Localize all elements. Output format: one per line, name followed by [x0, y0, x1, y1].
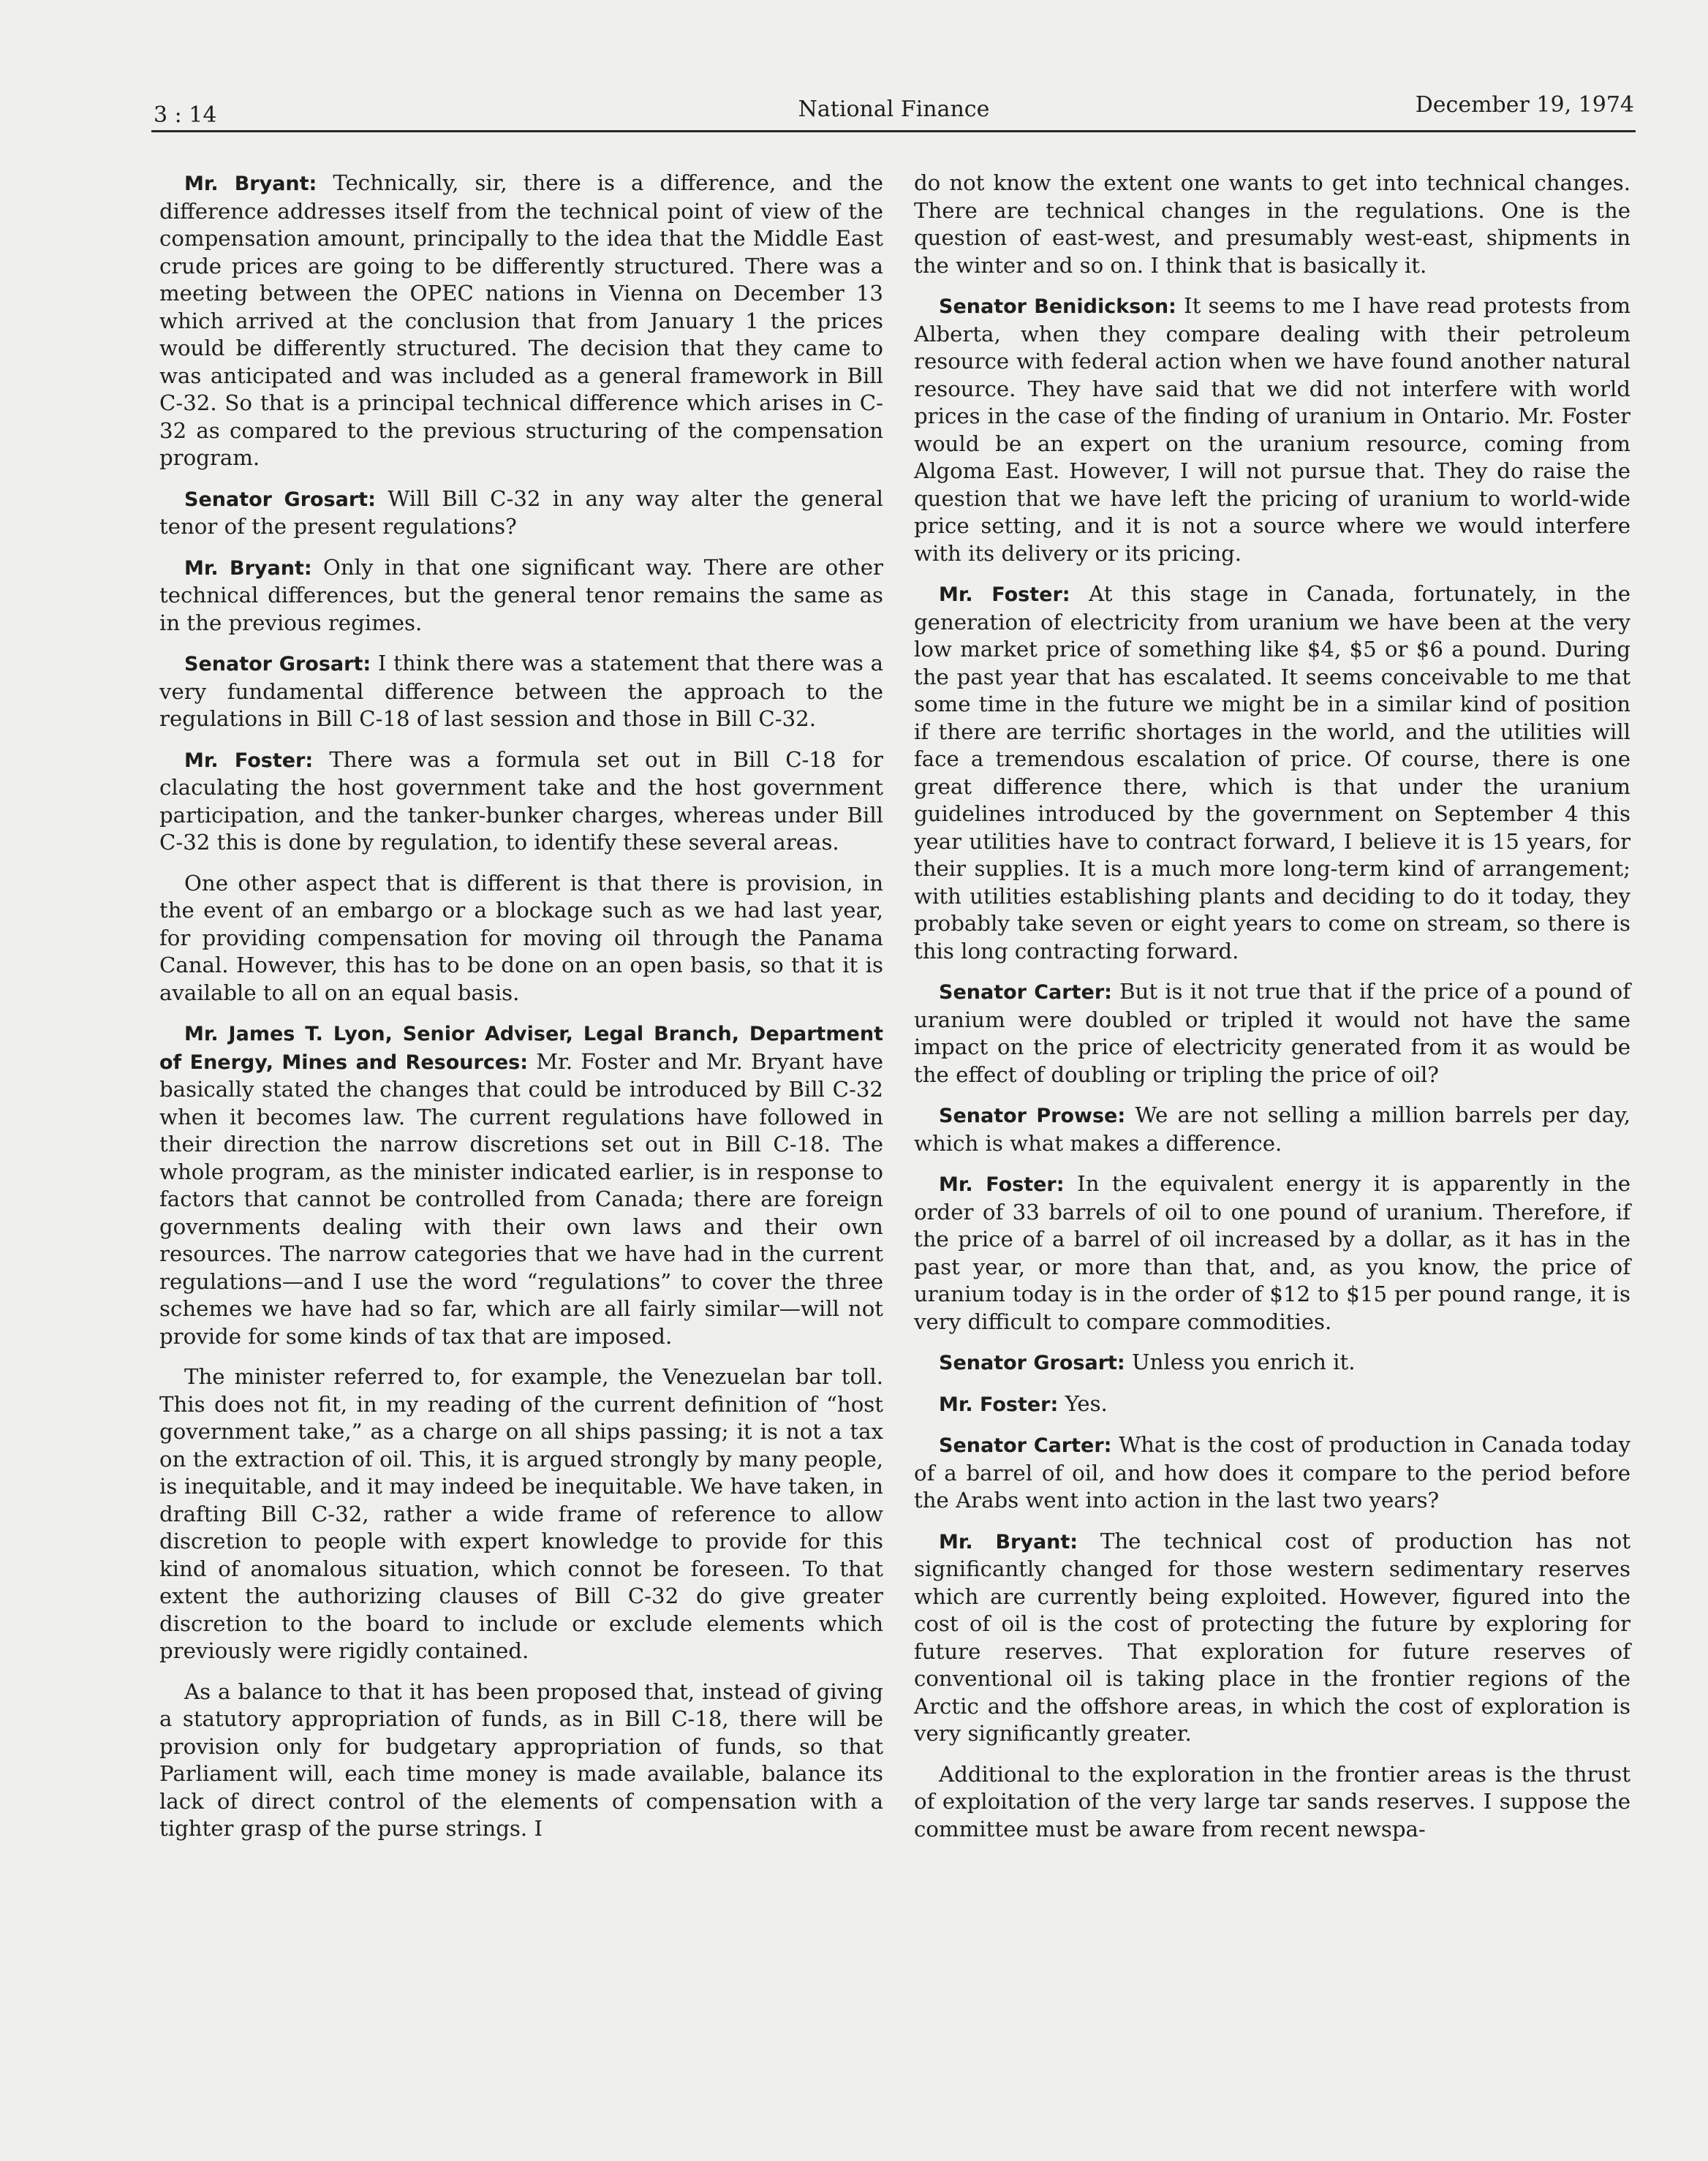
speaker-name: Senator Grosart: — [939, 1352, 1125, 1374]
paragraph-text: Additional to the exploration in the frontier areas is the thrust of exploitation of the very large tar sands reserves. I suppose the committee must be aware from recent newspa- — [914, 1761, 1630, 1842]
paragraph-text: We are not selling a million barrels per day, which is what makes a difference. — [914, 1102, 1630, 1156]
speaker-name: Mr. Foster: — [184, 749, 314, 772]
paragraph — [159, 746, 883, 857]
paragraph-text: In the equivalent energy it is apparently in the order of 33 barrels of oil to one pound of uranium. Therefore, if the price of a barrel of oil increased by a dollar, as it has in the past year, or more than that, and, as you know, the price of uranium today is in the order of $12 to $15 per pound range, it is very difficult to compare commodities. — [914, 1171, 1630, 1334]
paragraph — [159, 170, 883, 472]
paragraph-text: At this stage in Canada, fortunately, in the generation of electricity from uranium we have been at the very low market price of something like $4, $5 or $6 a pound. During the past year that has escalated. It seems conceivable to me that some time in the future we might be in a similar kind of position if there are terrific shortages in the world, and the utilities will face a tremendous escalation of price. Of course, there is one great difference there, which is that under the uranium guidelines introduced by the government on September 4 this year utilities have to contract forward, I believe it is 15 years, for their supplies. It is a much more long-term kind of arrangement; with utilities establishing plants and deciding to do it today, they probably take seven or eight years to come on stream, so there is this long contracting forward. — [914, 581, 1630, 964]
speaker-name: Mr. Bryant: — [184, 556, 312, 580]
speaker-name: Mr. Bryant: — [184, 173, 317, 195]
page-header — [154, 86, 1634, 132]
paragraph-text: There was a formula set out in Bill C-18 for claculating the host government take and the host government participation, and the tanker-bunker charges, whereas under Bill C-32 this is done by regulation, to identify these several areas. — [159, 746, 883, 855]
speaker-name: Senator Prowse: — [939, 1105, 1126, 1127]
speaker-name: Senator Grosart: — [184, 488, 376, 511]
left-column — [159, 170, 883, 1856]
paragraph — [159, 485, 883, 541]
paragraph-text: Yes. — [1058, 1390, 1108, 1416]
paragraph-text: Mr. Foster and Mr. Bryant have basically stated the changes that could be introduced by Bill C-32 when it becomes law. The current regulations have followed in their direction the narrow discretions set out in Bill C-18. The whole program, as the minister indicated earlier, is in response to factors that cannot be controlled from Canada; there are foreign governments dealing with their own laws and their own resources. The narrow categories that we have had in the current regulations—and I use the word “regulations” to cover the three schemes we have had so far, which are all fairly similar—will not provide for some kinds of tax that are imposed. — [159, 1048, 884, 1349]
paragraph — [914, 1390, 1630, 1419]
speaker-name: Senator Carter: — [939, 1434, 1112, 1457]
speaker-name: Senator Grosart: — [184, 653, 371, 675]
paragraph — [159, 650, 883, 733]
paragraph — [159, 1020, 883, 1350]
speaker-name: Mr. Bryant: — [939, 1530, 1078, 1553]
paragraph-text: Technically, sir, there is a difference, and the difference addresses itself from the technical point of view of the compensation amount, principally to the idea that the Middle East crude prices are going to be differently structured. There was a meeting between the OPEC nations in Vienna on December 13 which arrived at the conclusion that from January 1 the prices would be differently structured. The decision that they came to was anticipated and was included as a general framework in Bill C-32. So that is a principal technical difference which arises in C-32 as compared to the previous structuring of the compensation program. — [159, 170, 883, 470]
paragraph — [914, 1349, 1630, 1377]
page-number: 3 : 14 — [154, 102, 217, 128]
paragraph — [159, 1363, 883, 1665]
paragraph-text: Unless you enrich it. — [1125, 1350, 1356, 1374]
right-column — [914, 170, 1630, 1856]
speaker-name: Mr. Foster: — [939, 1393, 1059, 1416]
speaker-name: Senator Benidickson: — [939, 295, 1176, 318]
paragraph — [914, 580, 1630, 965]
speaker-name: Mr. Foster: — [939, 583, 1070, 606]
paragraph — [914, 292, 1630, 567]
paragraph — [914, 1102, 1630, 1157]
paragraph-text: The technical cost of production has not significantly changed for those western sedimentary reserves which are currently being exploited. However, figured into the cost of oil is the cost of protecting the future by exploring for future reserves. That exploration for future reserves of conventional oil is taking place in the frontier regions of the Arctic and the offshore areas, in which the cost of exploration is very significantly greater. — [914, 1528, 1630, 1746]
paragraph — [914, 1431, 1630, 1515]
paragraph — [914, 1170, 1630, 1336]
paragraph-text: The minister referred to, for example, the Venezuelan bar toll. This does not fit, in my reading of the current definition of “host government take,” as a charge on all ships passing; it is not a tax on the extraction of oil. This, it is argued strongly by many people, is inequitable, and it may indeed be inequitable. We have taken, in drafting Bill C-32, rather a wide frame of reference to allow discretion to people with expert knowledge to provide for this kind of anomalous situation, which connot be foreseen. To that extent the authorizing clauses of Bill C-32 do give greater discretion to the board to include or exclude elements which previously were rigidly contained. — [159, 1364, 883, 1663]
paragraph-text: One other aspect that is different is that there is provision, in the event of an embargo or a blockage such as we had last year, for providing compensation for moving oil through the Panama Canal. However, this has to be done on an open basis, so that it is available to all on an equal basis. — [159, 870, 883, 1005]
speaker-name: Senator Carter: — [939, 981, 1112, 1004]
paragraph — [914, 1761, 1630, 1844]
paragraph-text: Only in that one significant way. There are other technical differences, but the general tenor remains the same as in the previous regimes. — [159, 554, 883, 635]
paragraph-text: But is it not true that if the price of a pound of uranium were doubled or tripled it would not have the same impact on the price of electricity generated from it as would be the effect of doubling or tripling the price of oil? — [914, 979, 1630, 1087]
paragraph-text: do not know the extent one wants to get into technical changes. There are technical changes in the regulations. One is the question of east-west, and presumably west-east, shipments in the winter and so on. I think that is basically it. — [914, 170, 1630, 278]
paragraph — [914, 1528, 1630, 1748]
paragraph-text: Will Bill C-32 in any way alter the general tenor of the present regulations? — [159, 485, 883, 539]
paragraph-text: As a balance to that it has been proposed that, instead of giving a statutory appropriation of funds, as in Bill C-18, there will be provision only for budgetary appropriation of funds, so that Parliament will, each time money is made available, balance its lack of direct control of the elements of compensation with a tighter grasp of the purse strings. I — [159, 1679, 883, 1841]
paragraph — [159, 870, 883, 1007]
paragraph — [914, 170, 1630, 279]
paragraph-text: I think there was a statement that there was a very fundamental difference between the approach to the regulations in Bill C-18 of last session and those in Bill C-32. — [159, 651, 883, 731]
paragraph — [159, 1679, 883, 1843]
paragraph-text: It seems to me I have read protests from Alberta, when they compare dealing with their petroleum resource with federal action when we have found another natural resource. They have said that we did not interfere with world prices in the case of the finding of uranium in Ontario. Mr. Foster would be an expert on the uranium resource, coming from Algoma East. However, I will not pursue that. They do raise the question that we have left the pricing of uranium to world-wide price setting, and it is not a source where we would interfere with its delivery or its pricing. — [914, 293, 1630, 566]
running-title: National Finance — [798, 96, 990, 122]
speaker-name: Mr. James T. Lyon, Senior Adviser, Legal Branch, Department of Energy, Mines and Resources: — [159, 1023, 883, 1074]
header-rule — [151, 130, 1636, 132]
paragraph-text: What is the cost of production in Canada today of a barrel of oil, and how does it compare to the period before the Arabs went into action in the last two years? — [914, 1432, 1630, 1513]
header-date: December 19, 1974 — [1415, 92, 1634, 118]
paragraph — [914, 978, 1630, 1089]
paragraph — [159, 554, 883, 637]
speaker-name: Mr. Foster: — [939, 1173, 1065, 1196]
